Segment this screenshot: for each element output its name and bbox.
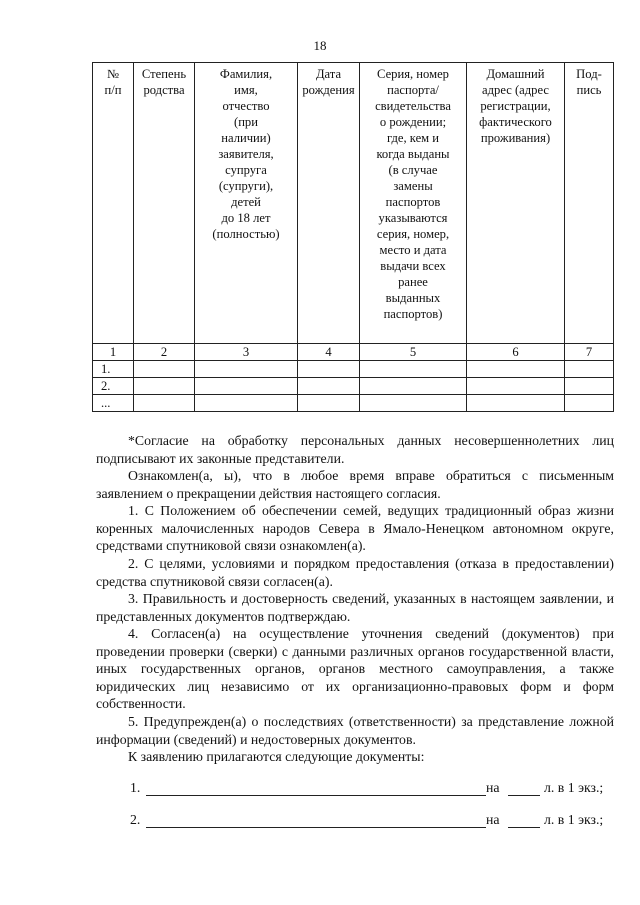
table-cell bbox=[360, 395, 467, 412]
table-cell bbox=[565, 395, 614, 412]
table-row bbox=[93, 361, 614, 378]
column-number: 2 bbox=[134, 344, 195, 361]
table-cell bbox=[298, 395, 360, 412]
row-number: 2. bbox=[93, 378, 134, 395]
table-row bbox=[93, 395, 614, 412]
document-name-field[interactable] bbox=[146, 827, 486, 828]
attachment-on-label: на bbox=[486, 780, 500, 795]
table-cell bbox=[360, 361, 467, 378]
table-cell bbox=[467, 361, 565, 378]
header-full-name: Фамилия, имя, отчество (при наличии) заявителя, супруга (супруги), детей до 18 лет (полностью) bbox=[195, 63, 298, 344]
page-count-field[interactable] bbox=[508, 827, 540, 828]
revocation-notice: Ознакомлен(а, ы), что в любое время вправе обратиться с письменным заявлением о прекращении действия настоящего согласия. bbox=[96, 468, 614, 501]
table-cell bbox=[134, 395, 195, 412]
attachments-intro: К заявлению прилагаются следующие документы: bbox=[128, 749, 425, 764]
row-number: ... bbox=[93, 395, 134, 412]
table-cell bbox=[298, 378, 360, 395]
column-number: 5 bbox=[360, 344, 467, 361]
header-passport: Серия, номер паспорта/ свидетельства о рождении; где, кем и когда выданы (в случае замены паспортов указываются серия, номер, место и дата выдачи всех ранее выданных паспортов) bbox=[360, 63, 467, 344]
table-cell bbox=[195, 361, 298, 378]
table-header-row bbox=[93, 63, 614, 344]
attachment-on-label: на bbox=[486, 812, 500, 827]
column-number: 4 bbox=[298, 344, 360, 361]
table-cell bbox=[565, 361, 614, 378]
table-cell bbox=[467, 378, 565, 395]
clause-4: 4. Согласен(а) на осуществление уточнения сведений (документов) при проведении проверки (сверки) с данными различных органов государственной власти, иных государственных органов, органов местного самоуправления, а также юридических лиц независимо от их организационно-правовых форм и форм собственности. bbox=[96, 626, 614, 712]
table-cell bbox=[360, 378, 467, 395]
column-number: 7 bbox=[565, 344, 614, 361]
consent-minors-note: *Согласие на обработку персональных данных несовершеннолетних лиц подписывают их законные представители. bbox=[96, 433, 614, 466]
column-number: 3 bbox=[195, 344, 298, 361]
column-number: 1 bbox=[93, 344, 134, 361]
family-members-table bbox=[92, 62, 614, 412]
header-number: № п/п bbox=[93, 63, 134, 344]
clause-2: 2. С целями, условиями и порядком предоставления (отказа в предоставлении) средства спутниковой связи согласен(а). bbox=[96, 556, 614, 589]
header-birth-date: Дата рождения bbox=[298, 63, 360, 344]
column-number: 6 bbox=[467, 344, 565, 361]
row-number: 1. bbox=[93, 361, 134, 378]
document-name-field[interactable] bbox=[146, 795, 486, 796]
table-cell bbox=[195, 378, 298, 395]
copies-label: л. в 1 экз.; bbox=[544, 780, 604, 795]
attachment-number: 1. bbox=[130, 780, 141, 795]
table-cell bbox=[134, 378, 195, 395]
clause-3: 3. Правильность и достоверность сведений, указанных в настоящем заявлении, и представленных документов подтверждаю. bbox=[96, 591, 614, 624]
table-cell bbox=[298, 361, 360, 378]
page-number: 18 bbox=[313, 38, 327, 53]
clause-1: 1. С Положением об обеспечении семей, ведущих традиционный образ жизни коренных малочисленных народов Севера в Ямало-Ненецком автономном округе, средствами спутниковой связи ознакомлен(а). bbox=[96, 503, 614, 554]
table-cell bbox=[195, 395, 298, 412]
page-count-field[interactable] bbox=[508, 795, 540, 796]
header-relation: Степень родства bbox=[134, 63, 195, 344]
header-address: Домашний адрес (адрес регистрации, фактического проживания) bbox=[467, 63, 565, 344]
table-cell bbox=[467, 395, 565, 412]
table-cell bbox=[134, 361, 195, 378]
column-number-row bbox=[93, 344, 614, 361]
table-row bbox=[93, 378, 614, 395]
copies-label: л. в 1 экз.; bbox=[544, 812, 604, 827]
attachment-line-1 bbox=[130, 780, 614, 800]
clause-5: 5. Предупрежден(а) о последствиях (ответственности) за представление ложной информации (сведений) и недостоверных документов. bbox=[96, 714, 614, 747]
attachment-number: 2. bbox=[130, 812, 141, 827]
attachment-line-2 bbox=[130, 812, 614, 832]
header-signature: Под- пись bbox=[565, 63, 614, 344]
table-cell bbox=[565, 378, 614, 395]
